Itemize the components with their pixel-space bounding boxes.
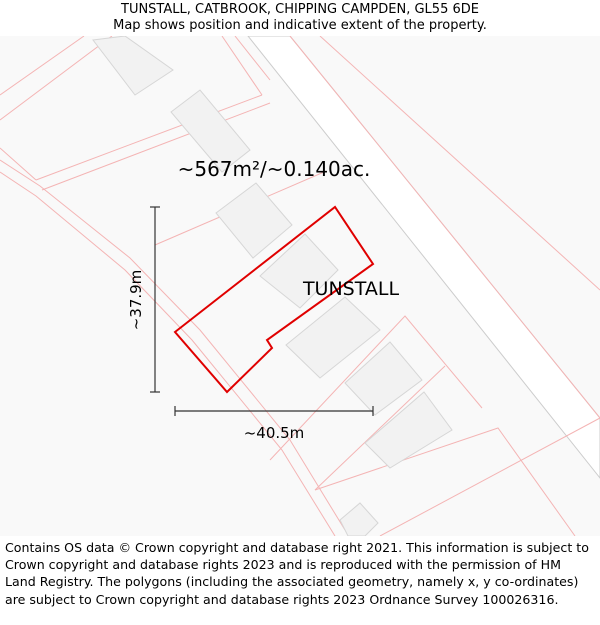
property-name-label: TUNSTALL xyxy=(302,278,400,300)
height-label: ~37.9m xyxy=(127,269,145,331)
copyright-notice: Contains OS data © Crown copyright and database right 2021. This information is subject to Crown copyright and database rights 2023 and is reproduced with the permission of HM Land Registry. The polygons (including the associated geometry, namely x, y co-ordinates) are subject to Crown copyright and database rights 2023 Ordnance Survey 100026316. xyxy=(5,540,589,607)
map-canvas xyxy=(0,36,600,536)
map-view[interactable] xyxy=(0,36,600,536)
map-subtitle: Map shows position and indicative extent of the property. xyxy=(113,18,487,33)
width-label: ~40.5m xyxy=(243,424,305,442)
map-header xyxy=(0,0,600,36)
address-title: TUNSTALL, CATBROOK, CHIPPING CAMPDEN, GL55 6DE xyxy=(121,2,479,17)
area-label: ~567m²/~0.140ac. xyxy=(177,157,371,181)
